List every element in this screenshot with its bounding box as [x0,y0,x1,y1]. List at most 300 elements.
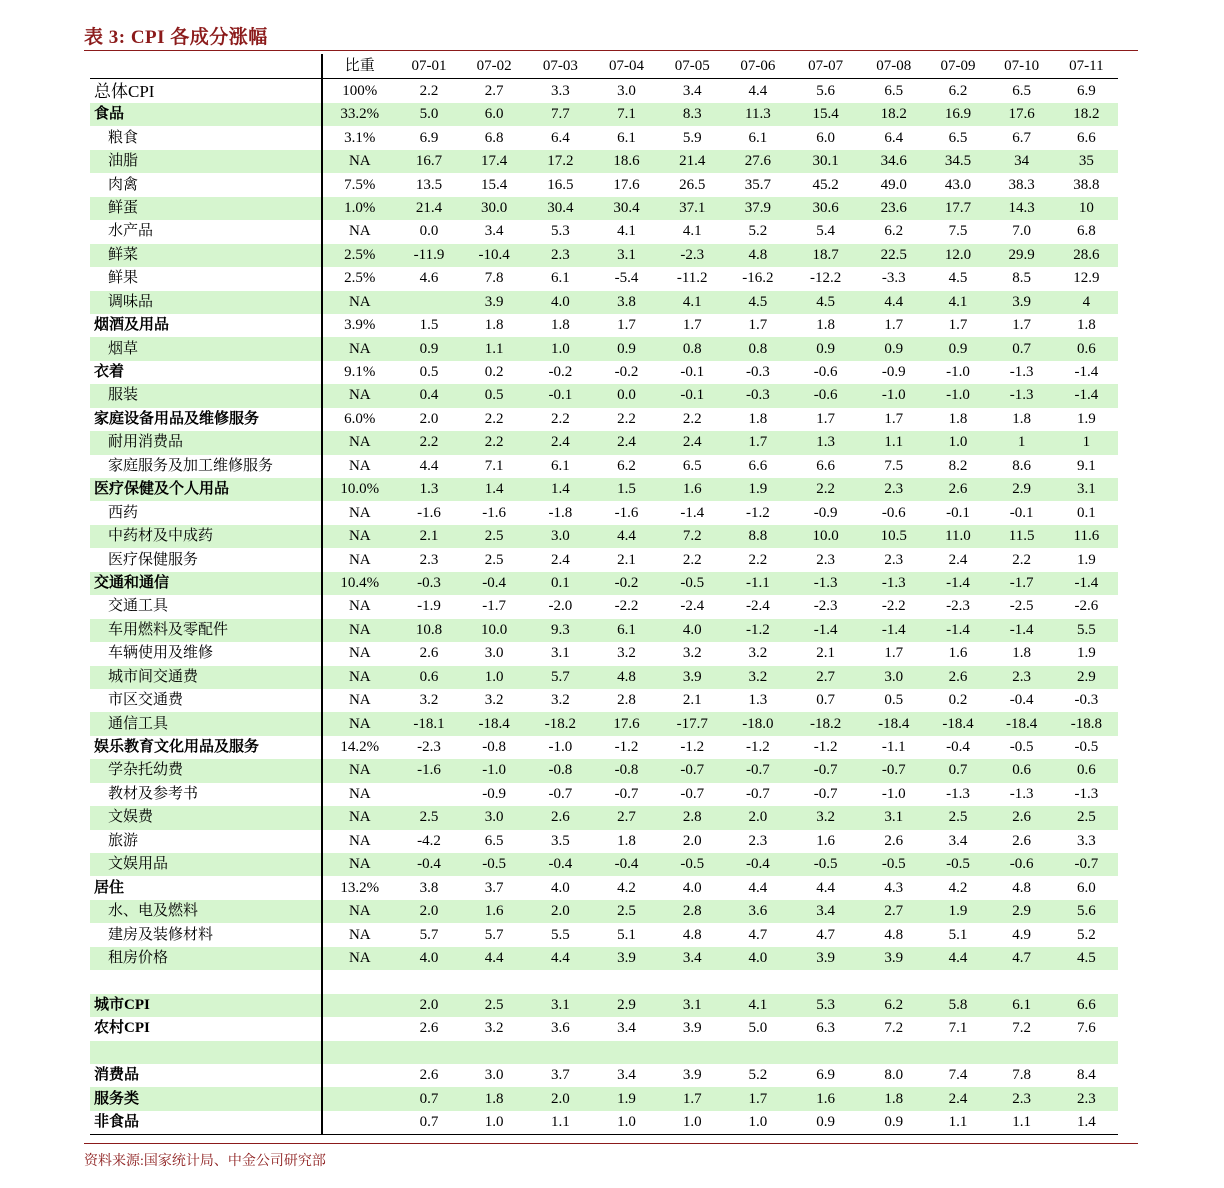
header-month: 07-02 [461,54,527,79]
value-cell: 2.3 [989,666,1055,689]
value-cell: 4.8 [1012,879,1032,896]
value-cell: -1.4 [1055,384,1118,407]
value-cell: -12.2 [809,270,842,287]
source-note: 资料来源:国家统计局、中金公司研究部 [84,1154,326,1169]
value-cell: 2.2 [419,82,439,99]
value-cell: 3.9 [989,291,1055,314]
value-cell: 29.9 [989,244,1055,267]
value-cell: 0.0 [419,223,439,240]
value-cell: 8.4 [1076,1067,1096,1084]
value-cell: 4.5 [791,291,860,314]
value-cell: 30.0 [461,197,527,220]
value-cell: 5.1 [948,926,968,943]
value-cell: 5.7 [419,926,439,943]
value-cell: -0.6 [881,504,906,521]
table-row [90,525,1118,548]
value-cell: 22.5 [860,244,927,267]
value-cell: 1.8 [1012,410,1032,427]
value-cell: 1.7 [682,317,702,334]
value-cell: 2.2 [461,431,527,454]
value-cell: -0.1 [660,384,725,407]
value-cell: -18.0 [725,712,791,735]
value-cell: 38.8 [1073,176,1100,193]
value-cell: 6.8 [1076,223,1096,240]
value-cell: 0.6 [1055,759,1118,782]
row-weight: NA [322,525,397,548]
value-cell: 8.6 [1012,457,1032,474]
value-cell: 18.7 [791,244,860,267]
value-cell: 0.7 [397,1087,461,1110]
value-cell: 8.2 [948,457,968,474]
value-cell: 4.1 [682,223,702,240]
row-weight: NA [322,642,397,665]
value-cell [593,1041,659,1064]
value-cell: 3.2 [748,645,768,662]
row-weight: 13.2% [322,876,397,899]
value-cell: 2.0 [397,900,461,923]
value-cell: 0.7 [816,692,835,709]
value-cell: -1.2 [680,739,705,756]
value-cell: 7.1 [593,103,659,126]
header-month: 07-01 [397,54,461,79]
value-cell: -5.4 [614,270,639,287]
value-cell: 1.5 [593,478,659,501]
value-cell: 2.3 [527,244,593,267]
row-weight: NA [322,712,397,735]
row-weight: 10.4% [322,572,397,595]
value-cell: 5.3 [791,994,860,1017]
value-cell: -1.0 [946,364,970,381]
table-row [90,79,1118,104]
value-cell: 6.8 [484,129,504,146]
header-label-cell [90,54,322,79]
value-cell: -0.4 [1009,692,1034,709]
value-cell [927,1041,988,1064]
value-cell: 0.0 [593,384,659,407]
value-cell: -18.8 [1055,712,1118,735]
value-cell: 17.6 [989,103,1055,126]
value-cell: 6.4 [550,129,570,146]
value-cell: 35.7 [744,176,772,193]
row-label: 城市CPI [90,994,322,1017]
value-cell: 0.7 [927,759,988,782]
value-cell: 1.4 [527,478,593,501]
table-row [90,759,1118,782]
value-cell: 4.1 [660,291,725,314]
row-label: 鲜菜 [90,244,322,267]
value-cell: 2.6 [419,1067,439,1084]
value-cell: 2.5 [461,525,527,548]
value-cell: 4.0 [725,947,791,970]
value-cell: -0.5 [660,853,725,876]
value-cell: -2.3 [417,739,441,756]
value-cell: 1.3 [397,478,461,501]
value-cell: 4.0 [527,291,593,314]
value-cell: 1.6 [461,900,527,923]
value-cell: 4.6 [419,270,439,287]
value-cell: 4.1 [617,223,636,240]
value-cell: 1.7 [1012,317,1032,334]
value-cell: 1.8 [1076,317,1096,334]
value-cell: 4.7 [816,926,835,943]
value-cell: -0.4 [725,853,791,876]
value-cell: 5.2 [748,1067,768,1084]
value-cell: 2.7 [484,82,504,99]
table-title: 表 3: CPI 各成分涨幅 [84,27,268,48]
value-cell: 2.0 [527,1087,593,1110]
value-cell: -0.5 [1009,739,1034,756]
value-cell: -1.2 [813,739,838,756]
row-label [90,970,322,993]
row-weight: NA [322,431,397,454]
value-cell: 4.5 [948,270,968,287]
value-cell: 2.6 [989,806,1055,829]
value-cell: 4.0 [397,947,461,970]
value-cell: -0.9 [813,504,838,521]
value-cell: 2.4 [527,431,593,454]
value-cell: 1.1 [461,337,527,360]
row-weight: 2.5% [322,267,397,290]
table-row [90,1087,1118,1110]
row-label: 消费品 [94,1067,140,1084]
value-cell: 0.6 [1055,337,1118,360]
value-cell: -18.1 [397,712,461,735]
table-row [90,830,1118,853]
value-cell: 6.1 [748,129,768,146]
value-cell: -1.9 [417,598,441,615]
value-cell: 1.1 [860,431,927,454]
value-cell: -0.7 [746,785,770,802]
value-cell: 2.6 [884,832,904,849]
value-cell: 1.8 [748,410,768,427]
row-label: 通信工具 [90,712,322,735]
value-cell: -10.4 [461,244,527,267]
value-cell: 5.6 [1055,900,1118,923]
table-row [90,384,1118,407]
value-cell [989,1041,1055,1064]
value-cell: 2.4 [927,1087,988,1110]
value-cell: 18.2 [1055,103,1118,126]
row-label: 学杂托幼费 [90,759,322,782]
value-cell: 4.8 [593,666,659,689]
value-cell: -0.1 [527,384,593,407]
value-cell: 0.5 [419,364,439,381]
value-cell: -1.6 [397,759,461,782]
value-cell: 21.4 [397,197,461,220]
value-cell: 2.7 [860,900,927,923]
value-cell: 2.2 [682,410,702,427]
value-cell: 3.9 [593,947,659,970]
value-cell: 6.9 [1076,82,1096,99]
value-cell: 5.4 [816,223,835,240]
row-weight: NA [322,150,397,173]
value-cell: -0.8 [482,739,507,756]
table-row [90,408,1118,431]
value-cell: 11.5 [989,525,1055,548]
row-label: 居住 [94,879,125,896]
row-label: 调味品 [90,291,322,314]
value-cell: -1.3 [1009,785,1034,802]
value-cell: 6.0 [816,129,835,146]
value-cell: -1.4 [1055,572,1118,595]
value-cell: -18.4 [989,712,1055,735]
value-cell: -1.6 [417,504,441,521]
value-cell: 2.6 [927,478,988,501]
table-row [90,783,1118,806]
value-cell: 5.8 [927,994,988,1017]
value-cell: 1.9 [1076,645,1096,662]
value-cell: 4.3 [884,879,904,896]
value-cell: 0.5 [461,384,527,407]
row-label: 娱乐教育文化用品及服务 [94,739,260,756]
value-cell: 17.4 [461,150,527,173]
value-cell: 3.1 [527,994,593,1017]
value-cell: 2.9 [989,900,1055,923]
row-label: 食品 [90,103,322,126]
value-cell: 1.6 [660,478,725,501]
row-weight: NA [322,548,397,571]
row-weight: NA [322,923,397,946]
value-cell: -2.0 [548,598,573,615]
value-cell: 1.0 [461,1111,527,1135]
table-row [90,361,1118,384]
row-weight: NA [322,384,397,407]
value-cell: 26.5 [679,176,706,193]
table-row [90,876,1118,899]
header-month: 07-03 [527,54,593,79]
value-cell: 2.6 [927,666,988,689]
value-cell: 5.3 [550,223,570,240]
value-cell: 3.4 [484,223,504,240]
value-cell: 3.4 [682,82,702,99]
value-cell: 3.2 [682,645,702,662]
value-cell: 17.7 [927,197,988,220]
value-cell: 1.9 [1076,551,1096,568]
value-cell: 5.5 [550,926,570,943]
value-cell: -2.3 [946,598,970,615]
row-weight: NA [322,220,397,243]
row-weight [322,1111,397,1135]
value-cell: 34 [989,150,1055,173]
value-cell: 4.4 [927,947,988,970]
value-cell: 5.5 [1055,619,1118,642]
value-cell: 7.2 [1012,1020,1032,1037]
value-cell: 2.7 [791,666,860,689]
value-cell: 3.2 [550,692,570,709]
table-row [90,619,1118,642]
table-row [90,548,1118,571]
value-cell: 4.4 [860,291,927,314]
row-weight: NA [322,291,397,314]
value-cell: -1.2 [746,739,770,756]
value-cell: 6.6 [816,457,835,474]
value-cell: 2.3 [884,551,904,568]
value-cell: 2.3 [989,1087,1055,1110]
value-cell: 34.6 [860,150,927,173]
value-cell: 7.5 [948,223,968,240]
value-cell: -0.2 [614,364,639,381]
value-cell: 0.7 [397,1111,461,1135]
value-cell: 6.6 [748,457,768,474]
value-cell: 0.9 [593,337,659,360]
value-cell: 7.1 [484,457,504,474]
value-cell: 2.6 [419,1020,439,1037]
value-cell: -1.1 [881,739,906,756]
value-cell: -11.9 [397,244,461,267]
value-cell: 3.0 [461,806,527,829]
value-cell: -0.3 [725,384,791,407]
value-cell: -1.4 [989,619,1055,642]
value-cell: -0.7 [548,785,573,802]
value-cell: 5.6 [816,82,835,99]
value-cell: 30.4 [593,197,659,220]
table-row [90,666,1118,689]
value-cell: 0.2 [484,364,504,381]
value-cell: 4.8 [884,926,904,943]
row-label: 城市间交通费 [90,666,322,689]
row-label: 农村CPI [94,1020,150,1037]
row-label: 家庭设备用品及维修服务 [94,410,260,427]
row-weight [322,994,397,1017]
row-weight: NA [322,619,397,642]
value-cell: 3.9 [860,947,927,970]
value-cell: 35 [1055,150,1118,173]
value-cell: -0.1 [680,364,705,381]
value-cell: 3.2 [419,692,439,709]
value-cell: 38.3 [1008,176,1035,193]
value-cell: 1 [989,431,1055,454]
row-label: 文娱用品 [90,853,322,876]
value-cell: 2.9 [989,478,1055,501]
row-label: 烟酒及用品 [94,317,170,334]
value-cell: 6.1 [550,270,570,287]
row-weight: NA [322,759,397,782]
value-cell: 2.2 [748,551,768,568]
value-cell: 2.0 [397,994,461,1017]
row-weight: NA [322,900,397,923]
value-cell: 16.9 [927,103,988,126]
value-cell: -0.5 [791,853,860,876]
value-cell: 3.7 [484,879,504,896]
value-cell: 1.7 [884,645,904,662]
row-weight: 3.9% [322,314,397,337]
value-cell: 3.6 [550,1020,570,1037]
value-cell: -1.4 [680,504,705,521]
value-cell: 2.4 [660,431,725,454]
value-cell: -0.6 [791,384,860,407]
value-cell: -0.7 [725,759,791,782]
value-cell: 1.7 [617,317,636,334]
value-cell: 30.4 [527,197,593,220]
value-cell: 4.4 [461,947,527,970]
value-cell: 34.5 [927,150,988,173]
value-cell: -1.0 [881,785,906,802]
value-cell: 43.0 [944,176,972,193]
value-cell: 2.0 [725,806,791,829]
header-month: 07-07 [791,54,860,79]
value-cell: 3.2 [617,645,636,662]
value-cell: -17.7 [660,712,725,735]
value-cell: 8.0 [884,1067,904,1084]
value-cell: -0.4 [593,853,659,876]
value-cell: 4.4 [527,947,593,970]
value-cell: -1.3 [946,785,970,802]
cpi-components-table [90,54,1118,1135]
value-cell: 2.2 [550,410,570,427]
value-cell: 1.0 [725,1111,791,1135]
value-cell: 1.8 [484,317,504,334]
value-cell: 5.0 [397,103,461,126]
value-cell: 1.1 [927,1111,988,1135]
value-cell: 5.7 [527,666,593,689]
value-cell: 4 [1055,291,1118,314]
value-cell: 2.3 [816,551,835,568]
value-cell: 3.0 [484,645,504,662]
row-weight: NA [322,947,397,970]
value-cell: 2.2 [682,551,702,568]
value-cell: 1.6 [791,1087,860,1110]
value-cell: -1.0 [927,384,988,407]
value-cell: 30.6 [791,197,860,220]
header-month: 07-04 [593,54,659,79]
row-label: 医疗保健及个人用品 [90,478,322,501]
table-row [90,501,1118,524]
value-cell: 10.0 [461,619,527,642]
value-cell: 2.6 [419,645,439,662]
value-cell [461,1041,527,1064]
value-cell [527,970,593,993]
table-row [90,923,1118,946]
value-cell: 2.2 [1012,551,1032,568]
table-row [90,853,1118,876]
table-row [90,220,1118,243]
value-cell: 2.4 [550,551,570,568]
value-cell: 2.3 [1055,1087,1118,1110]
table-row [90,947,1118,970]
value-cell: -0.7 [660,759,725,782]
value-cell: -1.7 [482,598,507,615]
value-cell: 2.0 [419,410,439,427]
row-label: 医疗保健服务 [108,551,199,568]
value-cell: -0.7 [791,759,860,782]
value-cell: -1.2 [614,739,639,756]
value-cell: 2.5 [484,551,504,568]
header-month: 07-11 [1055,54,1118,79]
value-cell: -1.3 [1009,364,1034,381]
value-cell: 0.9 [397,337,461,360]
value-cell: 1.0 [927,431,988,454]
value-cell: 1.9 [1076,410,1096,427]
value-cell: 5.1 [617,926,636,943]
value-cell: -0.4 [527,853,593,876]
row-weight [322,1041,397,1064]
value-cell: -18.4 [927,712,988,735]
value-cell: 2.3 [419,551,439,568]
row-label: 中药材及中成药 [90,525,322,548]
value-cell: 3.0 [860,666,927,689]
value-cell: 0.4 [397,384,461,407]
value-cell: 7.6 [1076,1020,1096,1037]
value-cell: 3.6 [725,900,791,923]
value-cell: 16.5 [547,176,574,193]
value-cell: -1.3 [1074,785,1099,802]
value-cell: -4.2 [417,832,441,849]
value-cell: 4.5 [1055,947,1118,970]
row-weight: 3.1% [322,126,397,149]
value-cell [860,1041,927,1064]
value-cell: -0.5 [461,853,527,876]
row-label: 旅游 [108,832,139,849]
